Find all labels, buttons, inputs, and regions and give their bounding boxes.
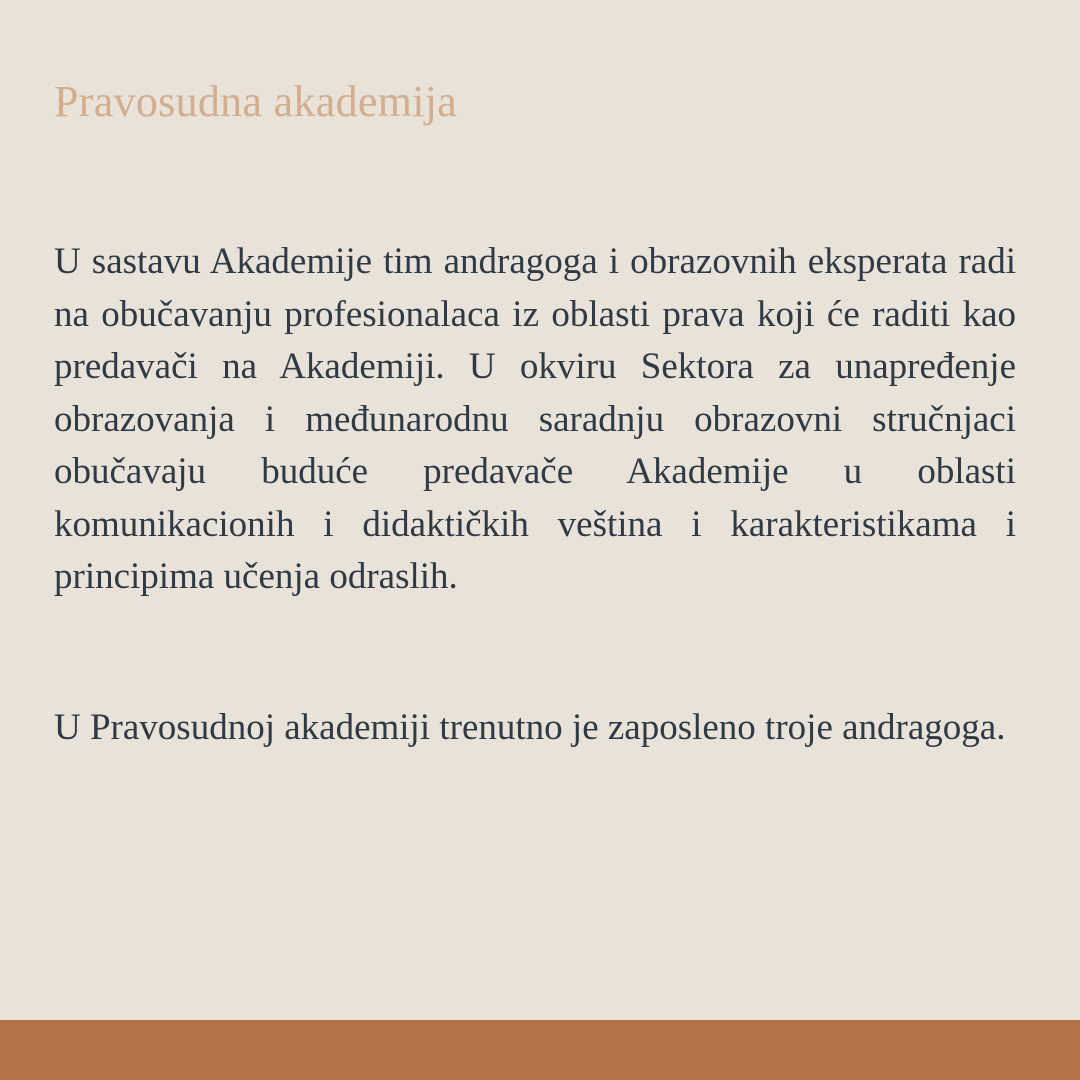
body-paragraph-2: U Pravosudnoj akademiji trenutno je zaposleno troje andragoga.: [54, 707, 1006, 748]
page-title: Pravosudna akademija: [54, 77, 458, 126]
footer-accent-bar: [0, 1020, 1080, 1080]
body-paragraph-1: U sastavu Akademije tim andragoga i obrazovnih eksperata radi na obučavanju profesionalaca iz oblasti prava koji će raditi kao predavači na Akademiji. U okviru Sektora za unapređenje obrazovanja i međunarodnu saradnju obrazovni stručnjaci obučavaju buduće predavače Akademije u oblasti komunikacionih i didaktičkih veština i karakteristikama i principima učenja odraslih.: [54, 241, 1016, 597]
